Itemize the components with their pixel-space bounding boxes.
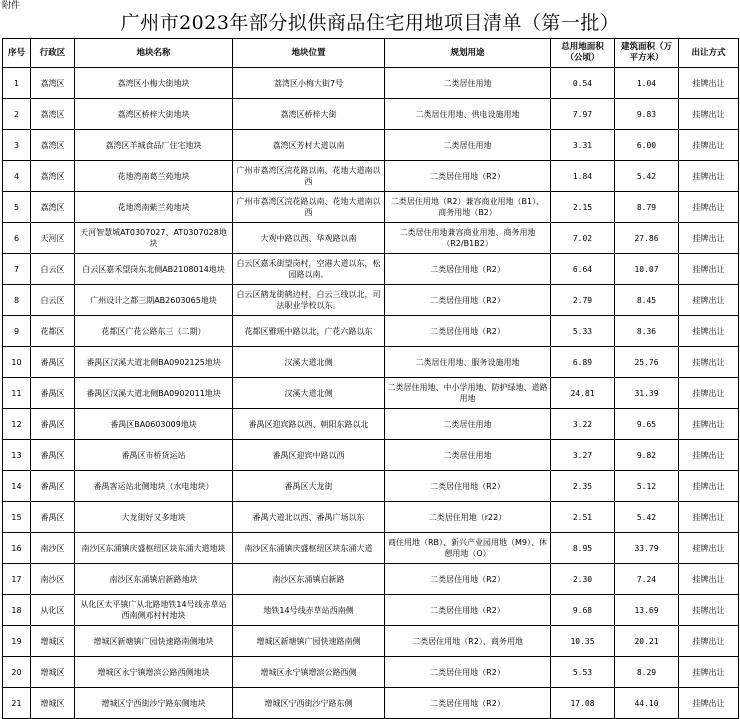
cell-parcel-name: 从化区太平镇广从北路地铁14号线赤草站西南侧邓村村地块	[75, 595, 233, 626]
cell-floor-area: 33.79	[615, 533, 679, 564]
cell-parcel-location: 荔湾区桥梓大街	[233, 99, 385, 130]
cell-total-area: 17.08	[551, 688, 615, 719]
cell-parcel-name: 番禺区市桥货运站	[75, 440, 233, 471]
column-header: 出让方式	[679, 39, 739, 68]
cell-district: 荔湾区	[31, 161, 75, 192]
cell-district: 荔湾区	[31, 68, 75, 99]
cell-floor-area: 5.42	[615, 502, 679, 533]
table-row	[3, 130, 739, 161]
cell-parcel-location: 花都区雅瑶中路以北，广花六路以东	[233, 316, 385, 347]
cell-planned-use: 二类居住用地（r22）	[385, 502, 551, 533]
cell-district: 番禺区	[31, 409, 75, 440]
cell-transfer-method: 挂牌出让	[679, 595, 739, 626]
column-header: 地块位置	[233, 39, 385, 68]
column-header: 规划用途	[385, 39, 551, 68]
cell-planned-use: 二类居住用地	[385, 130, 551, 161]
cell-parcel-name: 荔湾区羊城食品厂住宅地块	[75, 130, 233, 161]
column-header: 地块名称	[75, 39, 233, 68]
cell-parcel-name: 番禺客运站北侧地块（水电地块）	[75, 471, 233, 502]
cell-planned-use: 商住用地（RB）、新兴产业园用地（M9）、休憩用地（O）	[385, 533, 551, 564]
cell-floor-area: 7.24	[615, 564, 679, 595]
land-parcel-table	[2, 38, 739, 719]
table-row	[3, 502, 739, 533]
cell-transfer-method: 挂牌出让	[679, 626, 739, 657]
table-header-row	[3, 39, 739, 68]
cell-row-index: 17	[3, 564, 31, 595]
cell-planned-use: 二类居住用地	[385, 409, 551, 440]
cell-row-index: 5	[3, 192, 31, 223]
cell-transfer-method: 挂牌出让	[679, 409, 739, 440]
cell-transfer-method: 挂牌出让	[679, 161, 739, 192]
cell-parcel-location: 大观中路以西、华观路以南	[233, 223, 385, 254]
cell-total-area: 2.35	[551, 471, 615, 502]
cell-row-index: 18	[3, 595, 31, 626]
cell-parcel-location: 荔湾区芳村大道以南	[233, 130, 385, 161]
cell-total-area: 6.89	[551, 347, 615, 378]
cell-transfer-method: 挂牌出让	[679, 502, 739, 533]
cell-parcel-name: 花地湾南紫兰苑地块	[75, 192, 233, 223]
cell-floor-area: 25.76	[615, 347, 679, 378]
cell-row-index: 10	[3, 347, 31, 378]
cell-total-area: 7.02	[551, 223, 615, 254]
cell-district: 从化区	[31, 595, 75, 626]
table-row	[3, 285, 739, 316]
cell-total-area: 2.30	[551, 564, 615, 595]
table-row	[3, 378, 739, 409]
cell-transfer-method: 挂牌出让	[679, 564, 739, 595]
cell-parcel-location: 番禺区迎宾路以西、朝阳东路以北	[233, 409, 385, 440]
cell-transfer-method: 挂牌出让	[679, 254, 739, 285]
cell-district: 白云区	[31, 285, 75, 316]
cell-district: 荔湾区	[31, 130, 75, 161]
page-title: 广州市2023年部分拟供商品住宅用地项目清单（第一批）	[120, 12, 620, 34]
cell-parcel-name: 增城区永宁镇增滨公路西侧地块	[75, 657, 233, 688]
cell-planned-use: 二类居住用地（R2）	[385, 285, 551, 316]
cell-floor-area: 9.83	[615, 99, 679, 130]
cell-total-area: 1.84	[551, 161, 615, 192]
table-row	[3, 347, 739, 378]
cell-planned-use: 二类居住用地（R2）	[385, 316, 551, 347]
cell-district: 增城区	[31, 688, 75, 719]
cell-row-index: 14	[3, 471, 31, 502]
cell-total-area: 6.64	[551, 254, 615, 285]
cell-planned-use: 二类居住用地（R2）	[385, 564, 551, 595]
cell-district: 荔湾区	[31, 99, 75, 130]
cell-planned-use: 二类居住用地（R2）	[385, 595, 551, 626]
cell-total-area: 10.35	[551, 626, 615, 657]
cell-parcel-location: 南沙区东涌镇启新路	[233, 564, 385, 595]
cell-parcel-location: 白云区嘉禾街望岗村，空港大道以东，松园路以南。	[233, 254, 385, 285]
table-row	[3, 192, 739, 223]
cell-transfer-method: 挂牌出让	[679, 192, 739, 223]
cell-district: 花都区	[31, 316, 75, 347]
cell-floor-area: 5.42	[615, 161, 679, 192]
table-row	[3, 409, 739, 440]
cell-parcel-location: 汉溪大道北侧	[233, 347, 385, 378]
cell-row-index: 6	[3, 223, 31, 254]
table-row	[3, 688, 739, 719]
cell-transfer-method: 挂牌出让	[679, 688, 739, 719]
cell-floor-area: 20.21	[615, 626, 679, 657]
table-row	[3, 99, 739, 130]
cell-district: 白云区	[31, 254, 75, 285]
column-header: 序号	[3, 39, 31, 68]
table-row	[3, 564, 739, 595]
cell-parcel-name: 大龙街好又多地块	[75, 502, 233, 533]
cell-parcel-location: 荔湾区小梅大街7号	[233, 68, 385, 99]
cell-row-index: 11	[3, 378, 31, 409]
cell-transfer-method: 挂牌出让	[679, 657, 739, 688]
cell-planned-use: 二类居住用地（R2）、商务用地	[385, 626, 551, 657]
cell-district: 番禺区	[31, 502, 75, 533]
cell-parcel-location: 广州市荔湾区浣花路以南、花地大道南以西	[233, 161, 385, 192]
cell-parcel-name: 花地湾南葛兰苑地块	[75, 161, 233, 192]
cell-row-index: 21	[3, 688, 31, 719]
cell-floor-area: 31.39	[615, 378, 679, 409]
cell-total-area: 3.22	[551, 409, 615, 440]
cell-row-index: 9	[3, 316, 31, 347]
table-row	[3, 68, 739, 99]
cell-floor-area: 9.65	[615, 409, 679, 440]
cell-parcel-location: 番禺大道北以西、番禺广场以东	[233, 502, 385, 533]
cell-planned-use: 二类居住用地	[385, 68, 551, 99]
cell-transfer-method: 挂牌出让	[679, 130, 739, 161]
cell-total-area: 9.68	[551, 595, 615, 626]
cell-parcel-name: 天河智慧城AT0307027、AT0307028地块	[75, 223, 233, 254]
cell-planned-use: 二类居住用地（R2）	[385, 688, 551, 719]
cell-floor-area: 8.45	[615, 285, 679, 316]
cell-parcel-location: 番禺区大龙街	[233, 471, 385, 502]
cell-total-area: 24.81	[551, 378, 615, 409]
cell-row-index: 13	[3, 440, 31, 471]
table-row	[3, 440, 739, 471]
cell-planned-use: 二类居住用地、服务设施用地	[385, 347, 551, 378]
cell-district: 番禺区	[31, 440, 75, 471]
cell-floor-area: 5.12	[615, 471, 679, 502]
cell-parcel-name: 南沙区东涌镇庆盛枢纽区块东涌大道地块	[75, 533, 233, 564]
cell-planned-use: 二类居住用地（R2）	[385, 471, 551, 502]
cell-planned-use: 二类居住用地（R2）	[385, 254, 551, 285]
cell-planned-use: 二类居住用地、供电设施用地	[385, 99, 551, 130]
cell-district: 增城区	[31, 657, 75, 688]
cell-transfer-method: 挂牌出让	[679, 99, 739, 130]
table-row	[3, 223, 739, 254]
cell-row-index: 2	[3, 99, 31, 130]
cell-planned-use: 二类居住用地（R2）兼容商业用地（B1）、商务用地（B2）	[385, 192, 551, 223]
cell-transfer-method: 挂牌出让	[679, 316, 739, 347]
cell-district: 增城区	[31, 626, 75, 657]
cell-parcel-name: 广州设计之都三期AB2603065地块	[75, 285, 233, 316]
cell-parcel-location: 增城区宁西街沙宁路东侧	[233, 688, 385, 719]
cell-parcel-name: 荔湾区小梅大街地块	[75, 68, 233, 99]
table-row	[3, 161, 739, 192]
table-row	[3, 471, 739, 502]
cell-row-index: 1	[3, 68, 31, 99]
column-header: 行政区	[31, 39, 75, 68]
cell-transfer-method: 挂牌出让	[679, 378, 739, 409]
cell-floor-area: 44.10	[615, 688, 679, 719]
cell-transfer-method: 挂牌出让	[679, 223, 739, 254]
cell-parcel-location: 白云区鹤龙街鹤边村，白云三线以北，司法职业学校以东。	[233, 285, 385, 316]
cell-parcel-name: 白云区嘉禾望岗东北侧AB2108014地块	[75, 254, 233, 285]
table-row	[3, 626, 739, 657]
cell-parcel-location: 南沙区东涌镇庆盛枢纽区块东涌大道	[233, 533, 385, 564]
cell-total-area: 3.27	[551, 440, 615, 471]
cell-floor-area: 9.82	[615, 440, 679, 471]
cell-district: 番禺区	[31, 471, 75, 502]
cell-transfer-method: 挂牌出让	[679, 471, 739, 502]
cell-parcel-name: 番禺区BA0603009地块	[75, 409, 233, 440]
cell-parcel-location: 汉溪大道北侧	[233, 378, 385, 409]
cell-row-index: 15	[3, 502, 31, 533]
cell-total-area: 2.79	[551, 285, 615, 316]
cell-planned-use: 二类居住用地（R2）	[385, 161, 551, 192]
cell-district: 南沙区	[31, 564, 75, 595]
cell-row-index: 8	[3, 285, 31, 316]
cell-district: 天河区	[31, 223, 75, 254]
cell-planned-use: 二类居住用地	[385, 440, 551, 471]
cell-parcel-name: 南沙区东涌镇启新路地块	[75, 564, 233, 595]
table-row	[3, 533, 739, 564]
cell-parcel-name: 增城区新塘镇广园快速路南侧地块	[75, 626, 233, 657]
cell-floor-area: 10.07	[615, 254, 679, 285]
cell-district: 荔湾区	[31, 192, 75, 223]
cell-parcel-name: 番禺区汉溪大道北侧BA0902011地块	[75, 378, 233, 409]
cell-parcel-location: 增城区新塘镇广园快速路南侧	[233, 626, 385, 657]
cell-parcel-name: 荔湾区桥梓大街地块	[75, 99, 233, 130]
cell-floor-area: 8.79	[615, 192, 679, 223]
cell-total-area: 2.15	[551, 192, 615, 223]
cell-floor-area: 6.00	[615, 130, 679, 161]
cell-floor-area: 1.04	[615, 68, 679, 99]
cell-floor-area: 8.29	[615, 657, 679, 688]
cell-district: 番禺区	[31, 378, 75, 409]
cell-parcel-location: 增城区永宁镇增滨公路西侧	[233, 657, 385, 688]
table-row	[3, 595, 739, 626]
cell-row-index: 3	[3, 130, 31, 161]
cell-parcel-name: 增城区宁西街沙宁路东侧地块	[75, 688, 233, 719]
column-header: 总用地面积（公顷）	[551, 39, 615, 68]
cell-district: 番禺区	[31, 347, 75, 378]
cell-parcel-name: 花都区广花公路东三（二期）	[75, 316, 233, 347]
cell-parcel-location: 番禺区迎宾中路以西	[233, 440, 385, 471]
cell-transfer-method: 挂牌出让	[679, 440, 739, 471]
cell-total-area: 7.97	[551, 99, 615, 130]
cell-total-area: 0.54	[551, 68, 615, 99]
cell-parcel-location: 广州市荔湾区浣花路以南、花地大道南以西	[233, 192, 385, 223]
cell-row-index: 20	[3, 657, 31, 688]
cell-district: 南沙区	[31, 533, 75, 564]
cell-total-area: 5.33	[551, 316, 615, 347]
cell-row-index: 16	[3, 533, 31, 564]
cell-transfer-method: 挂牌出让	[679, 285, 739, 316]
cell-transfer-method: 挂牌出让	[679, 347, 739, 378]
cell-planned-use: 二类居住用地兼容商业用地、商务用地（R2/B1B2）	[385, 223, 551, 254]
table-body	[3, 68, 739, 719]
table-row	[3, 254, 739, 285]
cell-row-index: 12	[3, 409, 31, 440]
cell-row-index: 19	[3, 626, 31, 657]
cell-parcel-name: 番禺区汉溪大道北侧BA0902125地块	[75, 347, 233, 378]
cell-transfer-method: 挂牌出让	[679, 533, 739, 564]
attachment-label: 附件	[2, 1, 21, 11]
cell-total-area: 3.31	[551, 130, 615, 161]
table-row	[3, 316, 739, 347]
cell-floor-area: 13.69	[615, 595, 679, 626]
cell-row-index: 4	[3, 161, 31, 192]
cell-floor-area: 8.36	[615, 316, 679, 347]
cell-floor-area: 27.86	[615, 223, 679, 254]
cell-parcel-location: 地铁14号线赤草站西南侧	[233, 595, 385, 626]
column-header: 建筑面积（万平方米）	[615, 39, 679, 68]
cell-row-index: 7	[3, 254, 31, 285]
cell-total-area: 8.95	[551, 533, 615, 564]
cell-total-area: 5.53	[551, 657, 615, 688]
cell-planned-use: 二类居住用地（R2）	[385, 657, 551, 688]
cell-total-area: 2.51	[551, 502, 615, 533]
cell-transfer-method: 挂牌出让	[679, 68, 739, 99]
cell-planned-use: 二类居住用地、中小学用地、防护绿地、道路用地	[385, 378, 551, 409]
